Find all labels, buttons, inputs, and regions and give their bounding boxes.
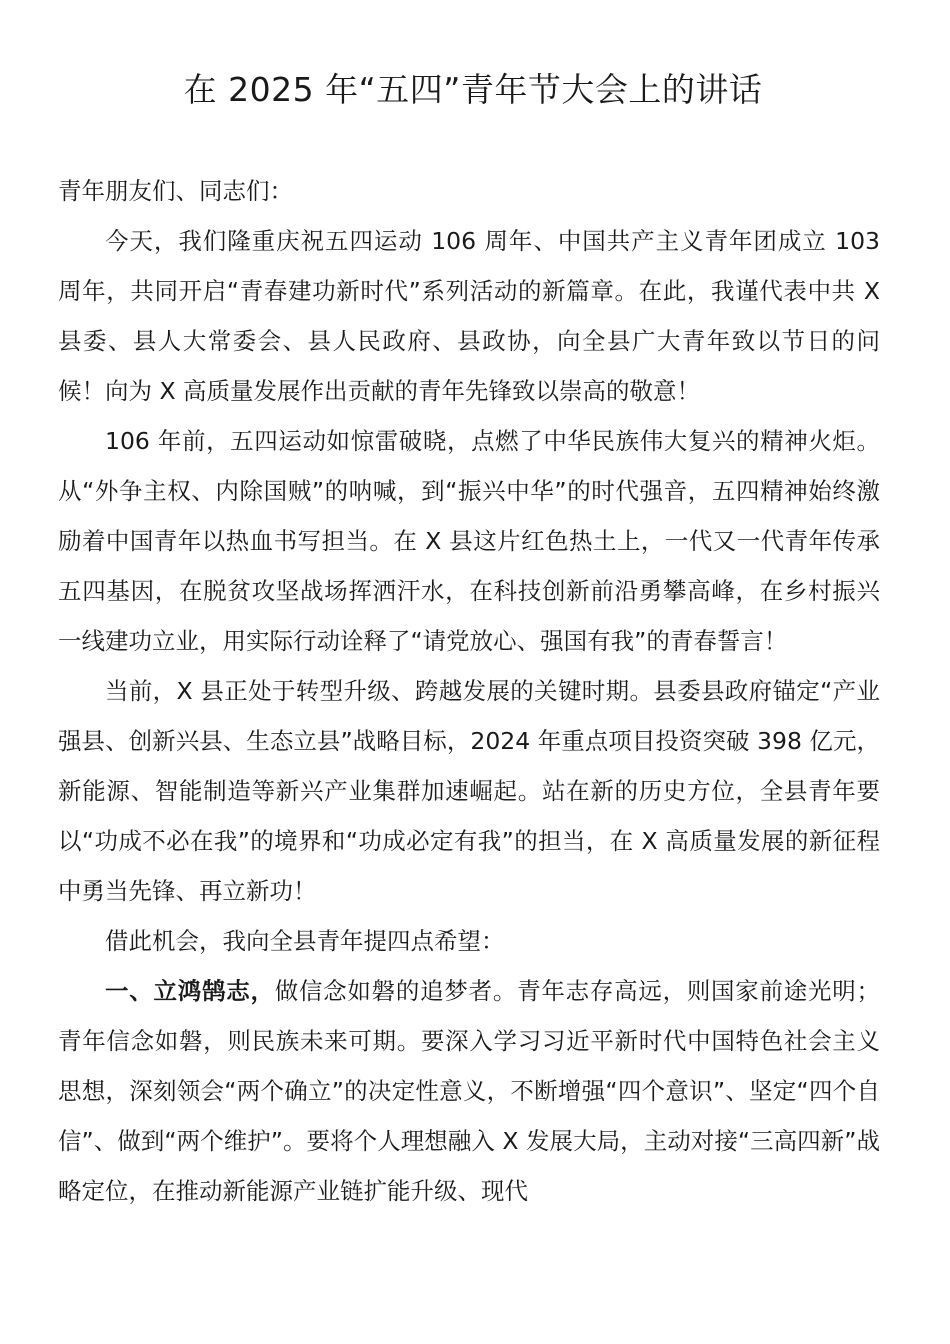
paragraph-hopes-intro: 借此机会，我向全县青年提四点希望：: [105, 927, 505, 955]
salutation: 青年朋友们、同志们：: [58, 177, 293, 205]
paragraph-point-one: [58, 966, 880, 1216]
paragraph-opening: 今天，我们隆重庆祝五四运动 106 周年、中国共产主义青年团成立 103 周年，共同开启“青春建功新时代”系列活动的新篇章。在此，我谨代表中共 X 县委、县人大常委会、县人民政府、县政协，向全县广大青年致以节日的问候！向为 X 高质量发展作出贡献的青年先锋致以崇高的敬意！: [58, 227, 880, 405]
paragraph-current: 当前，X 县正处于转型升级、跨越发展的关键时期。县委县政府锚定“产业强县、创新兴县、生态立县”战略目标，2024 年重点项目投资突破 398 亿元，新能源、智能制造等新兴产业集群加速崛起。站在新的历史方位，全县青年要以“功成不必在我”的境界和“功成必定有我”的担当，在 X 高质量发展的新征程中勇当先锋、再立新功！: [58, 677, 880, 905]
paragraph-history: 106 年前，五四运动如惊雷破晓，点燃了中华民族伟大复兴的精神火炬。从“外争主权、内除国贼”的呐喊，到“振兴中华”的时代强音，五四精神始终激励着中国青年以热血书写担当。在 X 县这片红色热土上，一代又一代青年传承五四基因，在脱贫攻坚战场挥洒汗水，在科技创新前沿勇攀高峰，在乡村振兴一线建功立业，用实际行动诠释了“请党放心、强国有我”的青春誓言！: [58, 427, 880, 655]
document-body: [58, 166, 880, 1216]
point-one-heading: 一、立鸿鹄志，: [105, 977, 275, 1005]
point-one-text: 做信念如磐的追梦者。青年志存高远，则国家前途光明；青年信念如磐，则民族未来可期。要深入学习习近平新时代中国特色社会主义思想，深刻领会“两个确立”的决定性意义，不断增强“四个意识”、坚定“四个自信”、做到“两个维护”。要将个人理想融入 X 发展大局，主动对接“三高四新”战略定位，在推动新能源产业链扩能升级、现代: [58, 977, 881, 1205]
document-title: 在 2025 年“五四”青年节大会上的讲话: [183, 70, 763, 109]
